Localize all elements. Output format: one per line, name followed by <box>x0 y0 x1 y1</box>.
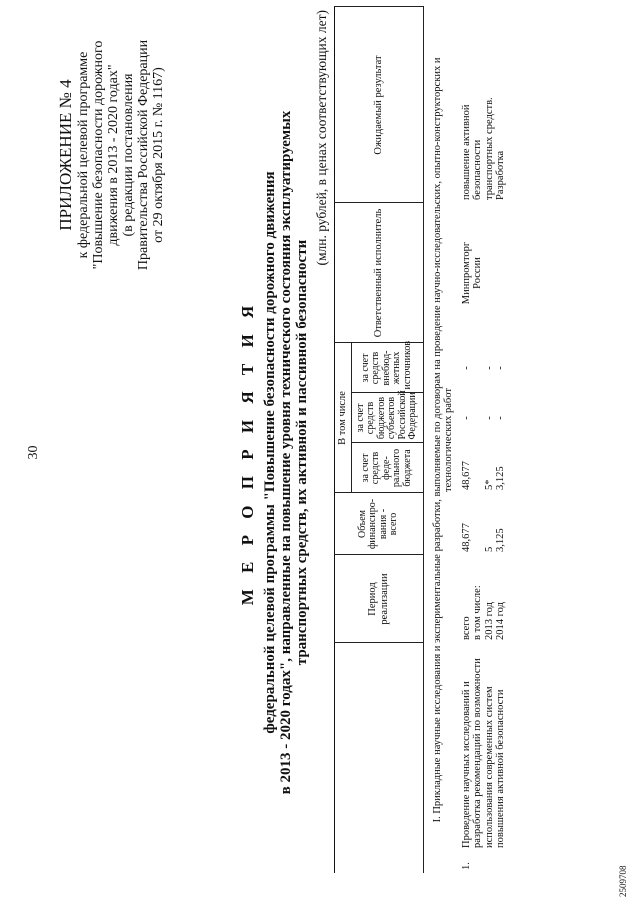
header-name-empty <box>335 643 424 873</box>
row-name-cell <box>459 643 509 873</box>
header-result: Ожидаемый результат <box>335 7 424 203</box>
federal-value: 5* <box>483 479 495 490</box>
row-name-line: повышения активной безопасности <box>495 689 506 848</box>
volume-value: 3,125 <box>495 528 506 552</box>
executor-line: России <box>472 257 483 289</box>
result-line: транспортных средств. <box>483 97 495 200</box>
header-volume: Объем финансиро-вания - всего <box>335 493 424 555</box>
subtitle-line: в 2013 - 2020 годах", направленные на повышение уровня технического состояния эксплуатируемых <box>278 110 294 795</box>
row-extrabudget-cell <box>459 343 509 393</box>
subtitle-line: транспортных средств, их активной и пассивной безопасности <box>294 239 310 666</box>
period-line: 2014 год <box>495 602 506 640</box>
units-note: (млн. рублей, в ценах соответствующих лет) <box>314 10 329 266</box>
extrabudget-value <box>472 346 484 390</box>
header-period: Период реализации <box>335 555 424 643</box>
subtitle-line: федеральной целевой программы "Повышение безопасности дорожного движения <box>262 171 278 734</box>
extrabudget-value: - <box>483 366 495 370</box>
result-line: Разработка <box>495 150 506 200</box>
regional-value: - <box>495 416 506 420</box>
federal-value: 48,677 <box>460 461 472 490</box>
appendix-line: к федеральной целевой программе <box>76 51 91 259</box>
header-in-that-number: В том числе <box>335 343 352 493</box>
appendix-line: (в редакции постановления <box>121 73 136 237</box>
page-number: 30 <box>26 445 41 460</box>
row-regional-cell <box>459 393 509 443</box>
row-number: 1. <box>460 862 472 870</box>
federal-value <box>472 446 484 490</box>
row-result-cell <box>459 7 509 203</box>
row-name-line: разработка рекомендаций по возможности <box>472 658 483 848</box>
extrabudget-value: - <box>460 366 472 370</box>
row-name-line: Проведение научных исследований и <box>460 681 472 848</box>
table-row <box>459 7 509 873</box>
appendix-block <box>56 5 166 305</box>
period-line: всего <box>460 616 472 640</box>
period-line: 2013 год <box>483 602 495 640</box>
result-line: повышение активной <box>460 104 472 200</box>
row-executor-cell <box>459 203 509 343</box>
appendix-line: Правительства Российской Федерации <box>136 39 151 271</box>
document-subtitle <box>262 100 310 805</box>
header-regional: за счет средств бюджетов субъектов Российской Федерации <box>351 393 423 443</box>
appendix-title: ПРИЛОЖЕНИЕ № 4 <box>56 79 75 231</box>
volume-value: 5 <box>483 546 495 552</box>
document-stamp: 2509708 <box>618 865 628 897</box>
appendix-line: от 29 октября 2015 г. № 1167) <box>151 67 166 243</box>
row-name-line: использования современных систем <box>483 686 495 848</box>
period-line: в том числе: <box>472 585 483 640</box>
document-title: М Е Р О П Р И Я Т И Я <box>238 299 257 606</box>
row-volume-cell <box>459 493 509 555</box>
header-executor: Ответственный исполнитель <box>335 203 424 343</box>
section-title: I. Прикладные научные исследования и экспериментальные разработки, выполняемые по договорам на проведение научно-исследовательских, опытно-конструкторских и технологических работ <box>431 57 454 823</box>
regional-value: - <box>483 416 495 420</box>
extrabudget-value: - <box>495 366 506 370</box>
regional-value <box>472 396 484 440</box>
executor-line: Минпромторг <box>460 241 472 305</box>
volume-value: 48,677 <box>460 523 472 552</box>
row-federal-cell <box>459 443 509 493</box>
header-extrabudget: за счет средств внебюд-жетных источников <box>351 343 423 393</box>
regional-value: - <box>460 416 472 420</box>
federal-value: 3,125 <box>495 466 506 490</box>
volume-value <box>472 496 484 552</box>
appendix-line: "Повышение безопасности дорожного <box>91 40 106 270</box>
row-period-cell <box>459 555 509 643</box>
measures-table <box>334 6 509 873</box>
result-line: безопасности <box>472 139 483 200</box>
header-federal: за счет средств феде-рального бюджета <box>351 443 423 493</box>
appendix-line: движения в 2013 - 2020 годах" <box>106 64 121 246</box>
